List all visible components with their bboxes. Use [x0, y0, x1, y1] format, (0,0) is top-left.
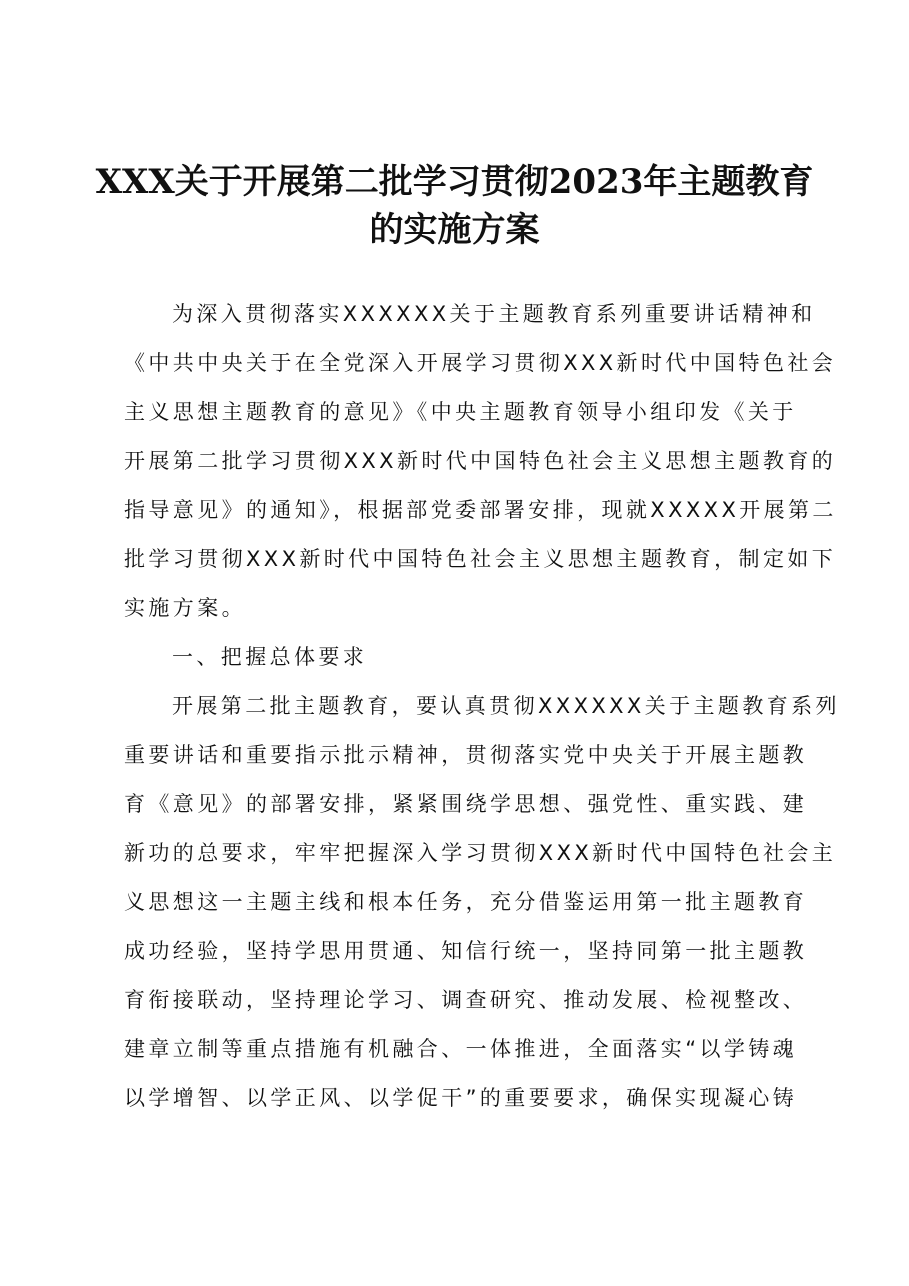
paragraph-line: 为深入贯彻落实XXXXXX关于主题教育系列重要讲话精神和 [172, 302, 816, 326]
paragraph-line: 开展第二批主题教育，要认真贯彻XXXXXX关于主题教育系列 [172, 694, 840, 718]
paragraph-line: 批学习贯彻XXX新时代中国特色社会主义思想主题教育，制定如下 [124, 547, 837, 571]
paragraph-line: 实施方案。 [124, 596, 246, 620]
section-heading: 一、把握总体要求 [172, 645, 368, 669]
paragraph-line: 育《意见》的部署安排，紧紧围绕学思想、强党性、重实践、建 [124, 792, 808, 816]
paragraph-line: 《中共中央关于在全党深入开展学习贯彻XXX新时代中国特色社会 [124, 351, 837, 375]
paragraph-line: 主义思想主题教育的意见》《中央主题教育领导小组印发《关于 [124, 400, 797, 424]
paragraph-line: 重要讲话和重要指示批示精神，贯彻落实党中央关于开展主题教 [124, 743, 808, 767]
paragraph-line: 育衔接联动，坚持理论学习、调查研究、推动发展、检视整改、 [124, 988, 808, 1012]
paragraph-line: 建章立制等重点措施有机融合、一体推进，全面落实“以学铸魂 [124, 1037, 798, 1061]
paragraph-line: 成功经验，坚持学思用贯通、知信行统一，坚持同第一批主题教 [124, 939, 808, 963]
paragraph-line: 义思想这一主题主线和根本任务，充分借鉴运用第一批主题教育 [124, 890, 808, 914]
paragraph-line: 开展第二批学习贯彻XXX新时代中国特色社会主义思想主题教育的 [124, 449, 837, 473]
document-body [124, 290, 840, 1123]
paragraph-line: 新功的总要求，牢牢把握深入学习贯彻XXX新时代中国特色社会主 [124, 841, 837, 865]
paragraph-line: 指导意见》的通知》，根据部党委部署安排，现就XXXXX开展第二 [124, 498, 837, 522]
document-title-line-1: XXX关于开展第二批学习贯彻2023年主题教育 [95, 162, 814, 202]
paragraph-line: 以学增智、以学正风、以学促干”的重要要求，确保实现凝心铸 [124, 1086, 798, 1110]
document-title-line-2: 的实施方案 [369, 210, 540, 250]
